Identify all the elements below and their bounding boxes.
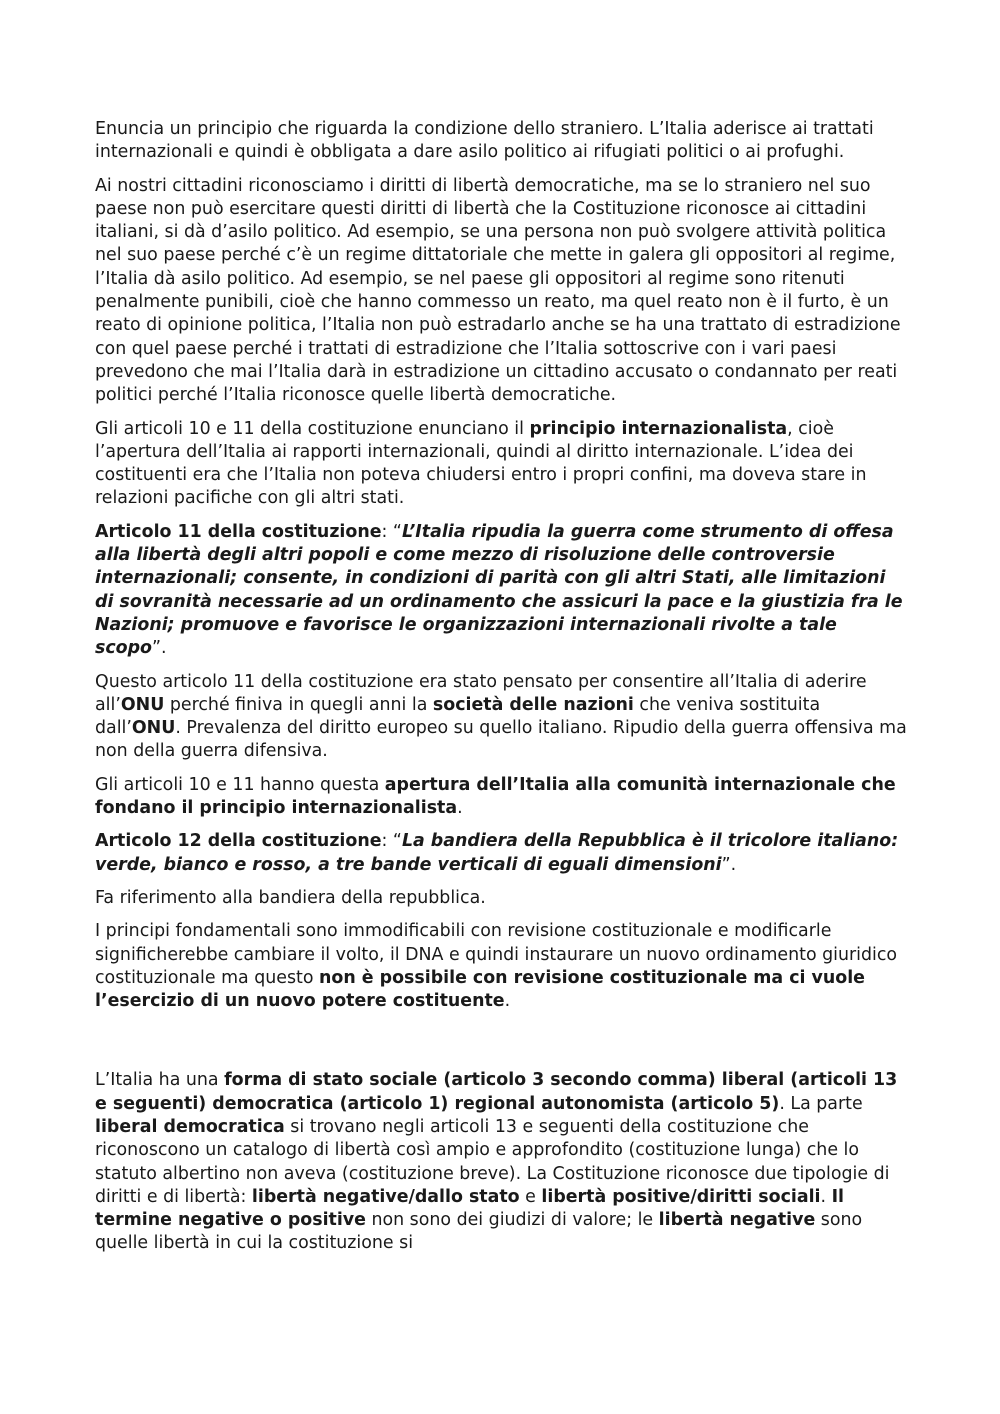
text-segment: L’Italia ha una xyxy=(95,1070,225,1091)
article-heading: Articolo 11 della costituzione xyxy=(95,521,382,542)
text-segment: e xyxy=(519,1186,542,1207)
paragraph-apertura-comunita xyxy=(95,774,907,821)
bold-term: Il termine negative o positive xyxy=(95,1186,845,1231)
paragraph-forma-di-stato xyxy=(95,1069,907,1255)
text-segment: : “ xyxy=(381,831,402,852)
paragraph-onu xyxy=(95,671,907,764)
paragraph-articolo-11 xyxy=(95,521,907,661)
text-segment: : “ xyxy=(381,521,402,542)
bold-term: società delle nazioni xyxy=(432,694,634,715)
article-heading: Articolo 12 della costituzione xyxy=(95,831,382,852)
bold-term: ONU xyxy=(120,694,165,715)
text-segment: . Prevalenza del diritto europeo su quello italiano. Ripudio della guerra offensiva ma non della guerra difensiva. xyxy=(95,718,907,762)
bold-term: libertà negative xyxy=(658,1210,816,1231)
bold-term: ONU xyxy=(131,718,176,739)
document-page xyxy=(95,118,907,1266)
bold-term: liberal democratica xyxy=(95,1116,285,1137)
bold-term: apertura dell’Italia alla comunità internazionale che fondano il principio internazionalista xyxy=(95,774,896,819)
text-segment: sono quelle libertà in cui la costituzione si xyxy=(95,1210,863,1254)
bold-term: libertà positive/diritti sociali xyxy=(541,1186,821,1207)
text-segment: , cioè l’apertura dell’Italia ai rapporti internazionali, quindi al diritto internazionale. L’idea dei costituenti era che l’Italia non poteva chiudersi entro i propri confini, ma doveva stare in relazioni pacifiche con gli altri stati. xyxy=(95,418,867,509)
text-segment: perché finiva in quegli anni la xyxy=(164,694,433,715)
text-segment: Enuncia un principio che riguarda la condizione dello straniero. L’Italia aderisce ai trattati internazionali e quindi è obbligata a dare asilo politico ai rifugiati politici o ai profughi. xyxy=(95,119,874,163)
text-segment: Gli articoli 10 e 11 della costituzione enunciano il xyxy=(95,418,530,439)
text-segment: . xyxy=(457,798,463,819)
bold-term: principio internazionalista xyxy=(529,418,788,439)
text-segment: . xyxy=(820,1186,832,1207)
text-segment: non sono dei giudizi di valore; le xyxy=(365,1210,659,1231)
paragraph-principi-immodificabili xyxy=(95,920,907,1013)
text-segment: che veniva sostituita dall’ xyxy=(95,694,821,739)
bold-term: libertà negative/dallo stato xyxy=(251,1186,520,1207)
text-segment: si trovano negli articoli 13 e seguenti della costituzione che riconoscono un catalogo di libertà così ampio e approfondito (costituzione lunga) che lo statuto albertino non aveva (costituzione breve). La Costituzione riconosce due tipologie di diritti e di libertà: xyxy=(95,1116,890,1207)
paragraph-asilo-principio xyxy=(95,118,907,165)
text-segment: Questo articolo 11 della costituzione era stato pensato per consentire all’Italia di aderire all’ xyxy=(95,671,867,715)
paragraph-asilo-esempi xyxy=(95,175,907,408)
paragraph-bandiera xyxy=(95,887,907,910)
article-quote: La bandiera della Repubblica è il tricolore italiano: verde, bianco e rosso, a tre bande verticali di eguali dimensioni xyxy=(95,831,899,875)
text-segment: Fa riferimento alla bandiera della repubblica. xyxy=(95,887,486,908)
text-segment: ”. xyxy=(721,854,737,875)
text-segment: ”. xyxy=(152,638,167,659)
text-segment: Ai nostri cittadini riconosciamo i diritti di libertà democratiche, ma se lo straniero nel suo paese non può esercitare questi diritti di libertà che la Costituzione riconosce ai cittadini italiani, si dà d’asilo politico. Ad esempio, se una persona non può svolgere attività politica nel suo paese perché c’è un regime dittatoriale che mette in galera gli oppositori al regime, l’Italia dà asilo politico. Ad esempio, se nel paese gli oppositori al regime sono ritenuti penalmente punibili, cioè che hanno commesso un reato, ma quel reato non è il furto, è un reato di opinione politica, l’Italia non può estradarlo anche se ha una trattato di estradizione con quel paese perché i trattati di estradizione che l’Italia sottoscrive con i vari paesi prevedono che mai l’Italia darà in estradizione un cittadino accusato o condannato per reati politici perché l’Italia riconosce quelle libertà democratiche. xyxy=(95,175,901,406)
blank-spacing xyxy=(95,1023,907,1069)
text-segment: . La parte xyxy=(779,1093,863,1114)
paragraph-principio-internazionalista xyxy=(95,418,907,511)
text-segment: I principi fondamentali sono immodificabili con revisione costituzionale e modificarle significherebbe cambiare il volto, il DNA e quindi instaurare un nuovo ordinamento giuridico costituzionale ma questo xyxy=(95,921,898,988)
text-segment: Gli articoli 10 e 11 hanno questa xyxy=(95,774,385,795)
bold-term: forma di stato sociale (articolo 3 secondo comma) liberal (articoli 13 e seguenti) democratica (articolo 1) regional autonomista (articolo 5) xyxy=(95,1070,898,1114)
text-segment: . xyxy=(504,991,511,1012)
bold-term: non è possibile con revisione costituzionale ma ci vuole l’esercizio di un nuovo potere costituente xyxy=(95,967,865,1012)
article-quote: L’Italia ripudia la guerra come strumento di offesa alla libertà degli altri popoli e come mezzo di risoluzione delle controversie internazionali; consente, in condizioni di parità con gli altri Stati, alle limitazioni di sovranità necessarie ad un ordinamento che assicuri la pace e la giustizia fra le Nazioni; promuove e favorisce le organizzazioni internazionali rivolte a tale scopo xyxy=(95,521,903,659)
paragraph-articolo-12 xyxy=(95,830,907,877)
